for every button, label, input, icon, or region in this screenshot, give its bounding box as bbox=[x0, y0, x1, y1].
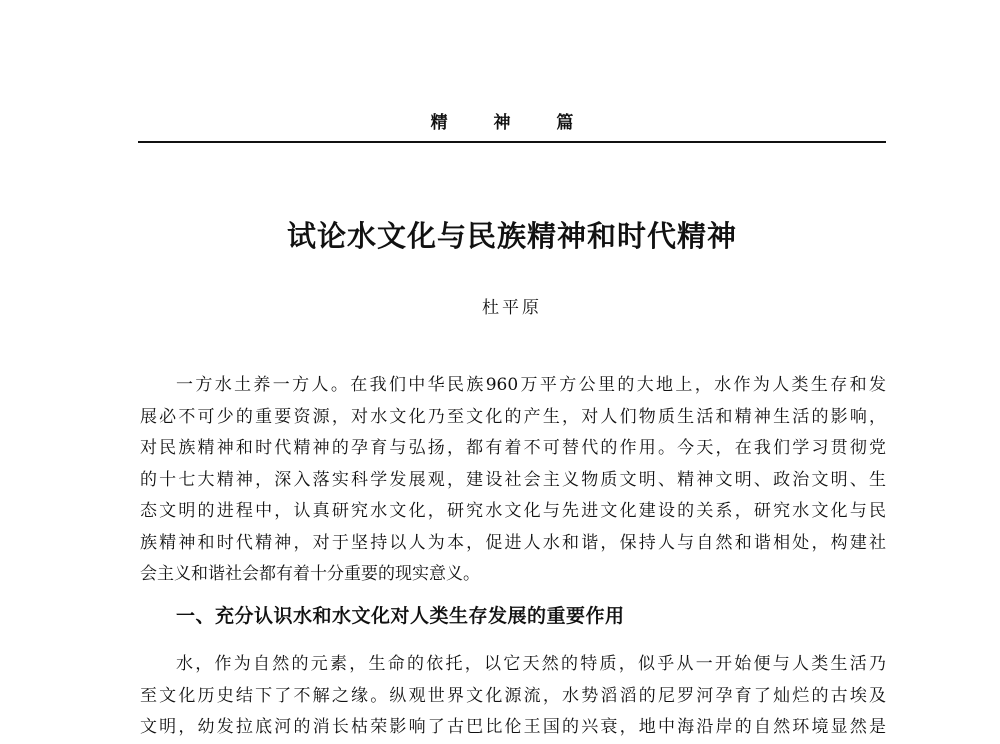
paragraph-line: 至文化历史结下了不解之缘。纵观世界文化源流，水势滔滔的尼罗河孕育了灿烂的古埃及 bbox=[140, 685, 886, 706]
paragraph-line: 态文明的进程中，认真研究水文化，研究水文化与先进文化建设的关系，研究水文化与民 bbox=[140, 501, 886, 521]
paragraph-line: 的十七大精神，深入落实科学发展观，建设社会主义物质文明、精神文明、政治文明、生 bbox=[140, 469, 886, 490]
author-name: 杜平原 bbox=[482, 298, 542, 318]
paragraph-line: 展必不可少的重要资源，对水文化乃至文化的产生，对人们物质生活和精神生活的影响， bbox=[140, 406, 886, 427]
header-rule bbox=[138, 141, 886, 143]
paragraph-line: 水，作为自然的元素，生命的依托，以它天然的特质，似乎从一开始便与人类生活乃 bbox=[176, 654, 886, 674]
paragraph-intro bbox=[140, 370, 886, 591]
paragraph-line: 会主义和谐社会都有着十分重要的现实意义。 bbox=[140, 564, 480, 584]
paragraph-line: 文明，幼发拉底河的消长枯荣影响了古巴比伦王国的兴衰，地中海沿岸的自然环境显然是 bbox=[140, 717, 886, 737]
article-title: 试论水文化与民族精神和时代精神 bbox=[286, 219, 737, 253]
paragraph-line: 对民族精神和时代精神的孕育与弘扬，都有着不可替代的作用。今天，在我们学习贯彻党 bbox=[140, 438, 886, 458]
running-head: 精 神 篇 bbox=[430, 113, 594, 133]
section-heading: 一、充分认识水和水文化对人类生存发展的重要作用 bbox=[176, 605, 625, 627]
paragraph-line: 族精神和时代精神，对于坚持以人为本，促进人水和谐，保持人与自然和谐相处，构建社 bbox=[140, 532, 886, 553]
paragraph-line: 一方水土养一方人。在我们中华民族960万平方公里的大地上，水作为人类生存和发 bbox=[176, 375, 886, 395]
paragraph-section1 bbox=[140, 649, 886, 744]
